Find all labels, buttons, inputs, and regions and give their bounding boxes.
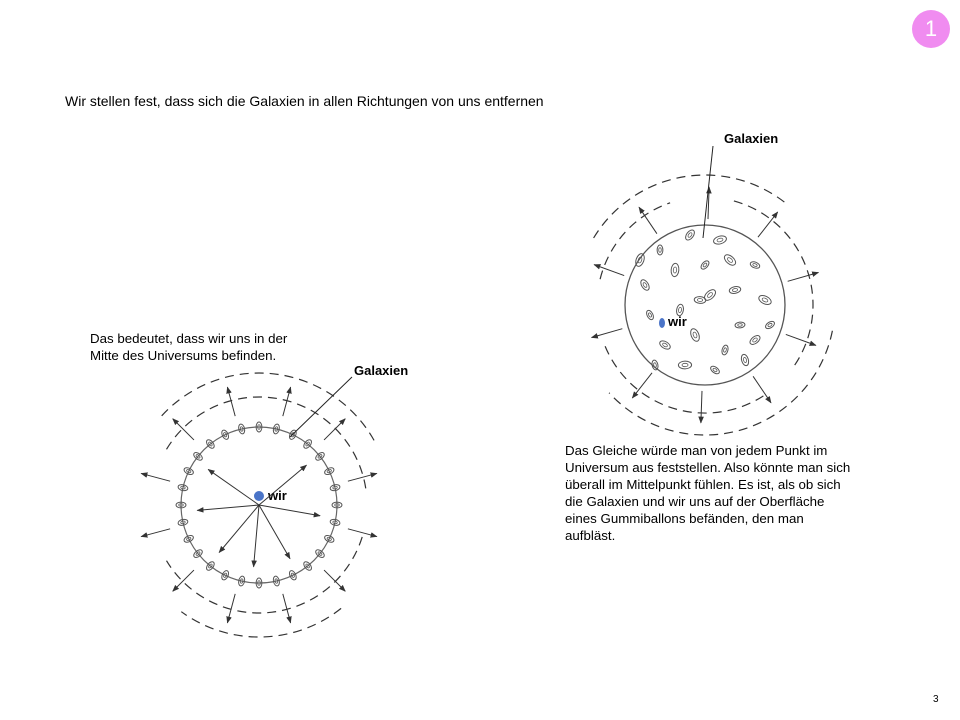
dashed-arc	[594, 175, 786, 238]
left-galaxies-label: Galaxien	[354, 363, 409, 378]
dashed-arc	[167, 537, 363, 613]
galaxy-swirl	[678, 361, 691, 369]
left-galaxies-pointer	[290, 377, 352, 437]
dashed-arc	[734, 201, 813, 366]
dashed-arc	[600, 203, 670, 279]
galaxy-swirl	[749, 261, 760, 270]
explanation-line: eines Gummiballons befänden, den man	[565, 511, 804, 526]
galaxy-swirl	[684, 228, 696, 241]
galaxy-core	[637, 257, 642, 264]
left-we-label: wir	[268, 488, 287, 503]
galaxy-core	[692, 332, 697, 339]
galaxy-core	[752, 337, 758, 343]
expansion-arrow	[758, 212, 778, 237]
galaxy-swirl	[639, 278, 651, 291]
galaxy-core	[678, 307, 682, 313]
left-caption-line: Mitte des Universums befinden.	[90, 348, 277, 363]
galaxy-swirl	[764, 320, 775, 330]
expansion-arrow	[594, 265, 624, 276]
galaxy-swirl	[694, 296, 706, 304]
galaxy-core	[642, 282, 647, 288]
expansion-arrow	[592, 329, 623, 338]
right-we-marker	[659, 318, 665, 328]
dashed-arc	[167, 397, 367, 494]
galaxy-core	[673, 267, 677, 273]
galaxy-swirl	[658, 339, 671, 351]
galaxy-core	[707, 292, 714, 299]
galaxy-swirl	[713, 234, 728, 245]
galaxy-core	[767, 323, 772, 328]
galaxy-swirl	[651, 360, 659, 371]
explanation-line: aufbläst.	[565, 528, 616, 543]
galaxy-core	[687, 232, 693, 238]
left-we-marker	[254, 491, 264, 501]
left-caption-line: Das bedeutet, dass wir uns in der	[90, 331, 288, 346]
galaxy-core	[762, 297, 769, 303]
galaxy-swirl	[748, 334, 761, 346]
expansion-arrow	[753, 376, 771, 403]
explanation-line: überall im Mittelpunkt fühlen. Es ist, als ob sich	[565, 477, 841, 492]
expansion-arrow	[788, 272, 819, 281]
galaxy-core	[752, 263, 757, 267]
galaxy-swirl	[757, 294, 772, 307]
slide-number-badge: 1	[912, 10, 950, 48]
right-galaxies-label: Galaxien	[724, 131, 779, 146]
inner-arrow	[259, 505, 320, 516]
galaxy-swirl	[722, 253, 737, 267]
galaxy-swirl	[709, 365, 720, 375]
galaxy-core	[697, 298, 702, 301]
outer-arrow	[348, 473, 377, 481]
galaxy-swirl	[740, 353, 750, 366]
galaxy-core	[717, 238, 724, 243]
galaxy-swirl	[671, 263, 680, 277]
galaxy-core	[723, 348, 727, 353]
expansion-arrow	[639, 207, 657, 234]
expansion-arrow	[701, 391, 702, 423]
inner-arrow	[219, 505, 259, 552]
galaxy-core	[727, 257, 734, 263]
explanation-line: Das Gleiche würde man von jedem Punkt im	[565, 443, 828, 458]
galaxy-core	[662, 342, 668, 347]
dashed-arc	[162, 373, 375, 442]
right-galaxies-pointer	[703, 146, 713, 238]
galaxy-swirl	[703, 288, 718, 303]
outer-arrow	[141, 473, 170, 481]
galaxy-swirl	[689, 327, 701, 342]
inner-arrow	[259, 465, 306, 505]
outer-arrow	[348, 529, 377, 537]
galaxy-swirl	[657, 245, 663, 255]
page-number: 3	[933, 694, 939, 705]
page-heading: Wir stellen fest, dass sich die Galaxien in allen Richtungen von uns entfernen	[65, 93, 544, 109]
right-we-label: wir	[668, 314, 687, 329]
inner-arrow	[208, 469, 259, 505]
galaxy-core	[738, 324, 743, 327]
inner-arrow	[254, 505, 259, 567]
expansion-arrow	[786, 334, 816, 345]
balloon-outline	[625, 225, 785, 385]
galaxy-core	[659, 248, 662, 253]
galaxy-core	[682, 363, 688, 366]
explanation-line: Universum aus feststellen. Also könnte man sich	[565, 460, 851, 475]
galaxy-swirl	[721, 344, 729, 355]
outer-arrow	[141, 529, 170, 537]
right-universe-sketch	[592, 175, 833, 435]
galaxy-swirl	[645, 309, 655, 320]
inner-arrow	[259, 505, 290, 559]
explanation-line: die Galaxien und wir uns auf der Oberfläche	[565, 494, 825, 509]
galaxy-swirl	[676, 304, 685, 317]
galaxy-core	[648, 312, 652, 317]
galaxy-core	[732, 288, 738, 292]
galaxy-swirl	[735, 322, 745, 329]
galaxy-swirl	[729, 286, 742, 295]
galaxy-swirl	[700, 259, 711, 270]
left-universe-sketch	[141, 373, 377, 637]
inner-arrow	[197, 505, 259, 510]
galaxy-core	[743, 357, 747, 363]
expansion-arrow	[632, 373, 652, 398]
